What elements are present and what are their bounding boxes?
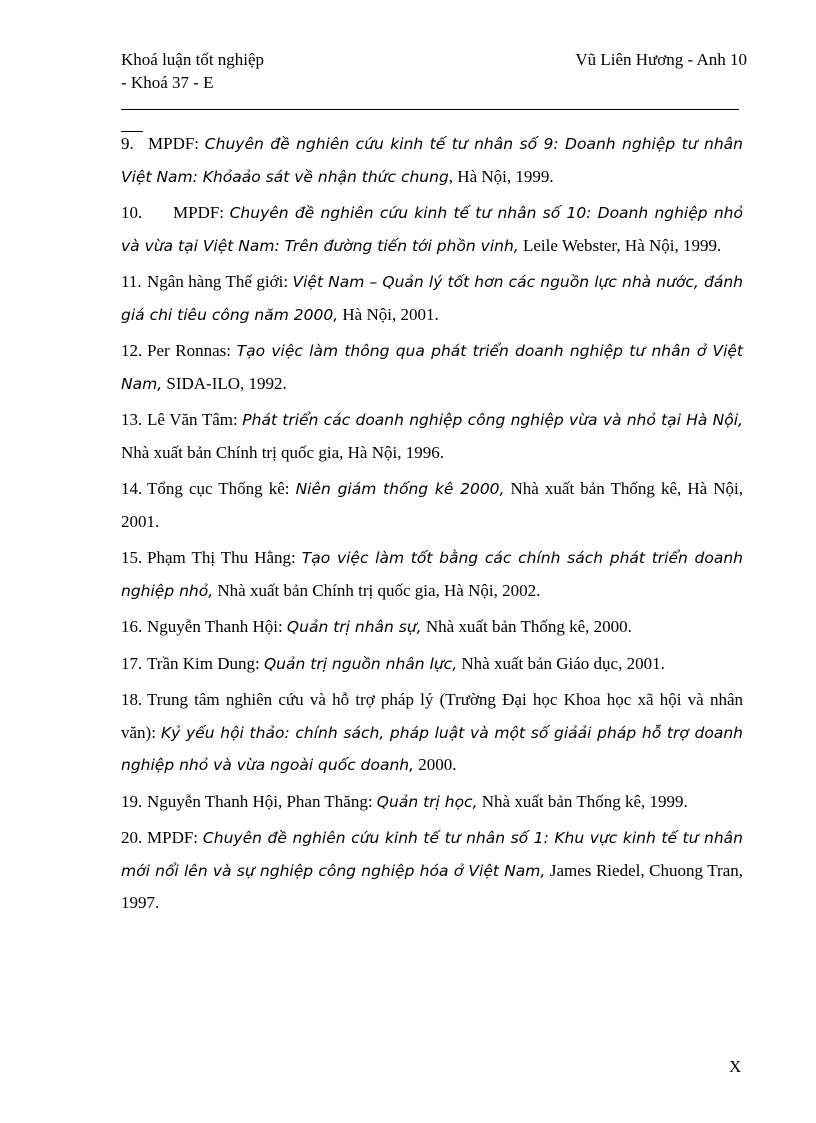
reference-number: 16. [121, 617, 143, 636]
reference-publisher: SIDA-ILO, 1992. [162, 373, 287, 393]
reference-publisher: James Riedel, Chuong Tran, 1997. [121, 860, 743, 912]
reference-item [121, 197, 743, 262]
reference-number: 10. [121, 203, 143, 222]
reference-item [121, 266, 743, 331]
header-rule [121, 109, 739, 110]
reference-title: Quản trị học, [376, 792, 478, 811]
reference-list [121, 128, 743, 924]
reference-number: 9. [121, 134, 134, 153]
reference-title: Tạo việc làm thông qua phát triển doanh nghiệp tư nhân ở Việt Nam, [121, 342, 743, 393]
reference-author: Per Ronnas: [147, 341, 237, 360]
reference-title: Chuyên đề nghiên cứu kinh tế tư nhân số 1: Khu vực kinh tế tư nhân mới nổi lên và sự nghiệp công nghiệp hóa ở Việt Nam, [121, 829, 743, 880]
reference-number: 14. [121, 479, 143, 498]
reference-publisher: Nhà xuất bản Thống kê, 1999. [477, 791, 688, 811]
reference-title: Chuyên đề nghiên cứu kinh tế tư nhân số 10: Doanh nghiệp nhỏ và vừa tại Việt Nam: Trên đường tiến tới phồn vinh, [121, 204, 743, 255]
reference-publisher: 2000. [414, 755, 457, 774]
reference-number: 11. [121, 272, 142, 291]
reference-title: Niên giám thống kê 2000, [295, 480, 505, 498]
reference-publisher: Leile Webster, Hà Nội, 1999. [518, 235, 722, 255]
reference-author: Lê Văn Tâm: [147, 410, 243, 429]
reference-publisher: Nhà xuất bản Thống kê, Hà Nội, 2001. [121, 479, 743, 531]
reference-author: MPDF: [173, 203, 230, 222]
reference-author: Trần Kim Dung: [147, 653, 264, 673]
reference-item [121, 611, 743, 644]
header-thesis-title: Khoá luận tốt nghiệp [121, 50, 265, 69]
reference-item [121, 542, 743, 607]
reference-publisher: Nhà xuất bản Giáo dục, 2001. [457, 653, 665, 673]
header-author: Vũ Liên Hương - Anh 10 [575, 50, 747, 69]
reference-title: Quản trị nhân sự, [286, 618, 422, 636]
reference-item [121, 404, 743, 469]
reference-item [121, 473, 743, 538]
reference-title: Kỷ yếu hội thảo: chính sách, pháp luật và một số giảải pháp hỗ trợ doanh nghiệp nhỏ và vừa ngoài quốc doanh, [121, 723, 744, 774]
reference-item [121, 335, 743, 400]
reference-item [121, 786, 743, 819]
reference-number: 19. [121, 791, 143, 811]
reference-author: Trung tâm nghiên cứu và hỗ trợ pháp lý (Trường Đại học Khoa học xã hội và nhân văn): [121, 690, 743, 742]
reference-author: Nguyễn Thanh Hội, Phan Thăng: [147, 791, 377, 811]
reference-item [121, 822, 743, 920]
reference-author: MPDF: [147, 828, 203, 847]
reference-publisher: Hà Nội, 2001. [338, 304, 439, 324]
reference-number: 15. [121, 548, 143, 567]
reference-publisher: Nhà xuất bản Chính trị quốc gia, Hà Nội, 1996. [121, 442, 444, 462]
reference-author: Phạm Thị Thu Hằng: [147, 548, 302, 567]
reference-number: 12. [121, 341, 143, 360]
reference-title: Phát triển các doanh nghiệp công nghiệp vừa và nhỏ tại Hà Nội, [242, 411, 743, 429]
reference-author: Tổng cục Thống kê: [147, 479, 296, 498]
reference-publisher: Nhà xuất bản Chính trị quốc gia, Hà Nội, 2002. [213, 580, 541, 600]
reference-item [121, 128, 743, 193]
reference-title: Chuyên đề nghiên cứu kinh tế tư nhân số 9: Doanh nghiệp tư nhân Việt Nam: Khỏaảo sát về nhận thức chung [121, 135, 743, 186]
reference-number: 20. [121, 828, 143, 847]
reference-author: Nguyễn Thanh Hội: [147, 617, 287, 636]
reference-author: MPDF: [148, 134, 205, 153]
reference-title: Tạo việc làm tốt bằng các chính sách phát triển doanh nghiệp nhỏ, [121, 549, 743, 600]
reference-item [121, 648, 743, 681]
reference-item [121, 684, 743, 782]
header-course: - Khoá 37 - E [121, 73, 214, 92]
reference-publisher: , Hà Nội, 1999. [448, 166, 554, 186]
page-number: X [729, 1057, 742, 1076]
reference-title: Quản trị nguồn nhân lực, [263, 654, 458, 673]
reference-number: 18. [121, 690, 143, 709]
reference-publisher: Nhà xuất bản Thống kê, 2000. [421, 617, 632, 636]
reference-number: 17. [121, 653, 143, 673]
reference-number: 13. [121, 410, 143, 429]
reference-author: Ngân hàng Thế giới: [147, 272, 293, 291]
reference-title: Việt Nam – Quản lý tốt hơn các nguồn lực nhà nước, đánh giá chi tiêu công năm 2000, [121, 273, 743, 324]
